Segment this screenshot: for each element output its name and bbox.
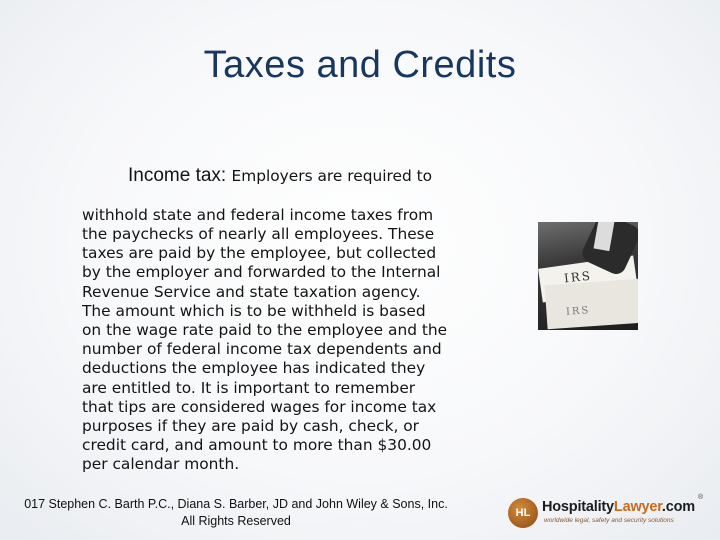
registered-mark-icon: ® [698,494,704,501]
logo-name-part3: .com [661,499,695,515]
copyright-line: 017 Stephen C. Barth P.C., Diana S. Barber, JD and John Wiley & Sons, Inc. [24,497,448,511]
hospitality-lawyer-logo [508,494,704,532]
logo-name [542,499,695,515]
copyright-footer [0,496,476,530]
irs-label: IRS [563,268,593,286]
logo-tagline: worldwide legal, safety and security solutions [544,517,674,524]
body-paragraph: withhold state and federal income taxes from the paychecks of nearly all employees. These taxes are paid by the employee, but collected by the employer and forwarded to the Internal Revenue Service and state taxation agency. The amount which is to be withheld is based on the wage rate paid to the employee and the number of federal income tax dependents and deductions the employee has indicated they are entitled to. It is important to remember that tips are considered wages for income tax purposes if they are paid by cash, check, or credit card, and amount to more than $30.00 per calendar month. [82,205,448,474]
lead-line [82,147,512,186]
logo-name-part1: Hospitality [542,499,614,515]
lead-label: Income tax: [128,165,232,187]
paper-stack-bottom [545,279,638,330]
logo-name-part2: Lawyer [613,499,662,515]
irs-label-secondary: IRS [565,305,591,318]
slide-title: Taxes and Credits [203,44,517,86]
rights-line: All Rights Reserved [181,514,291,528]
slide-body [82,128,512,494]
lead-text: Employers are required to [231,167,433,186]
irs-desk-photo [538,222,638,330]
logo-badge-icon: HL [508,498,538,528]
